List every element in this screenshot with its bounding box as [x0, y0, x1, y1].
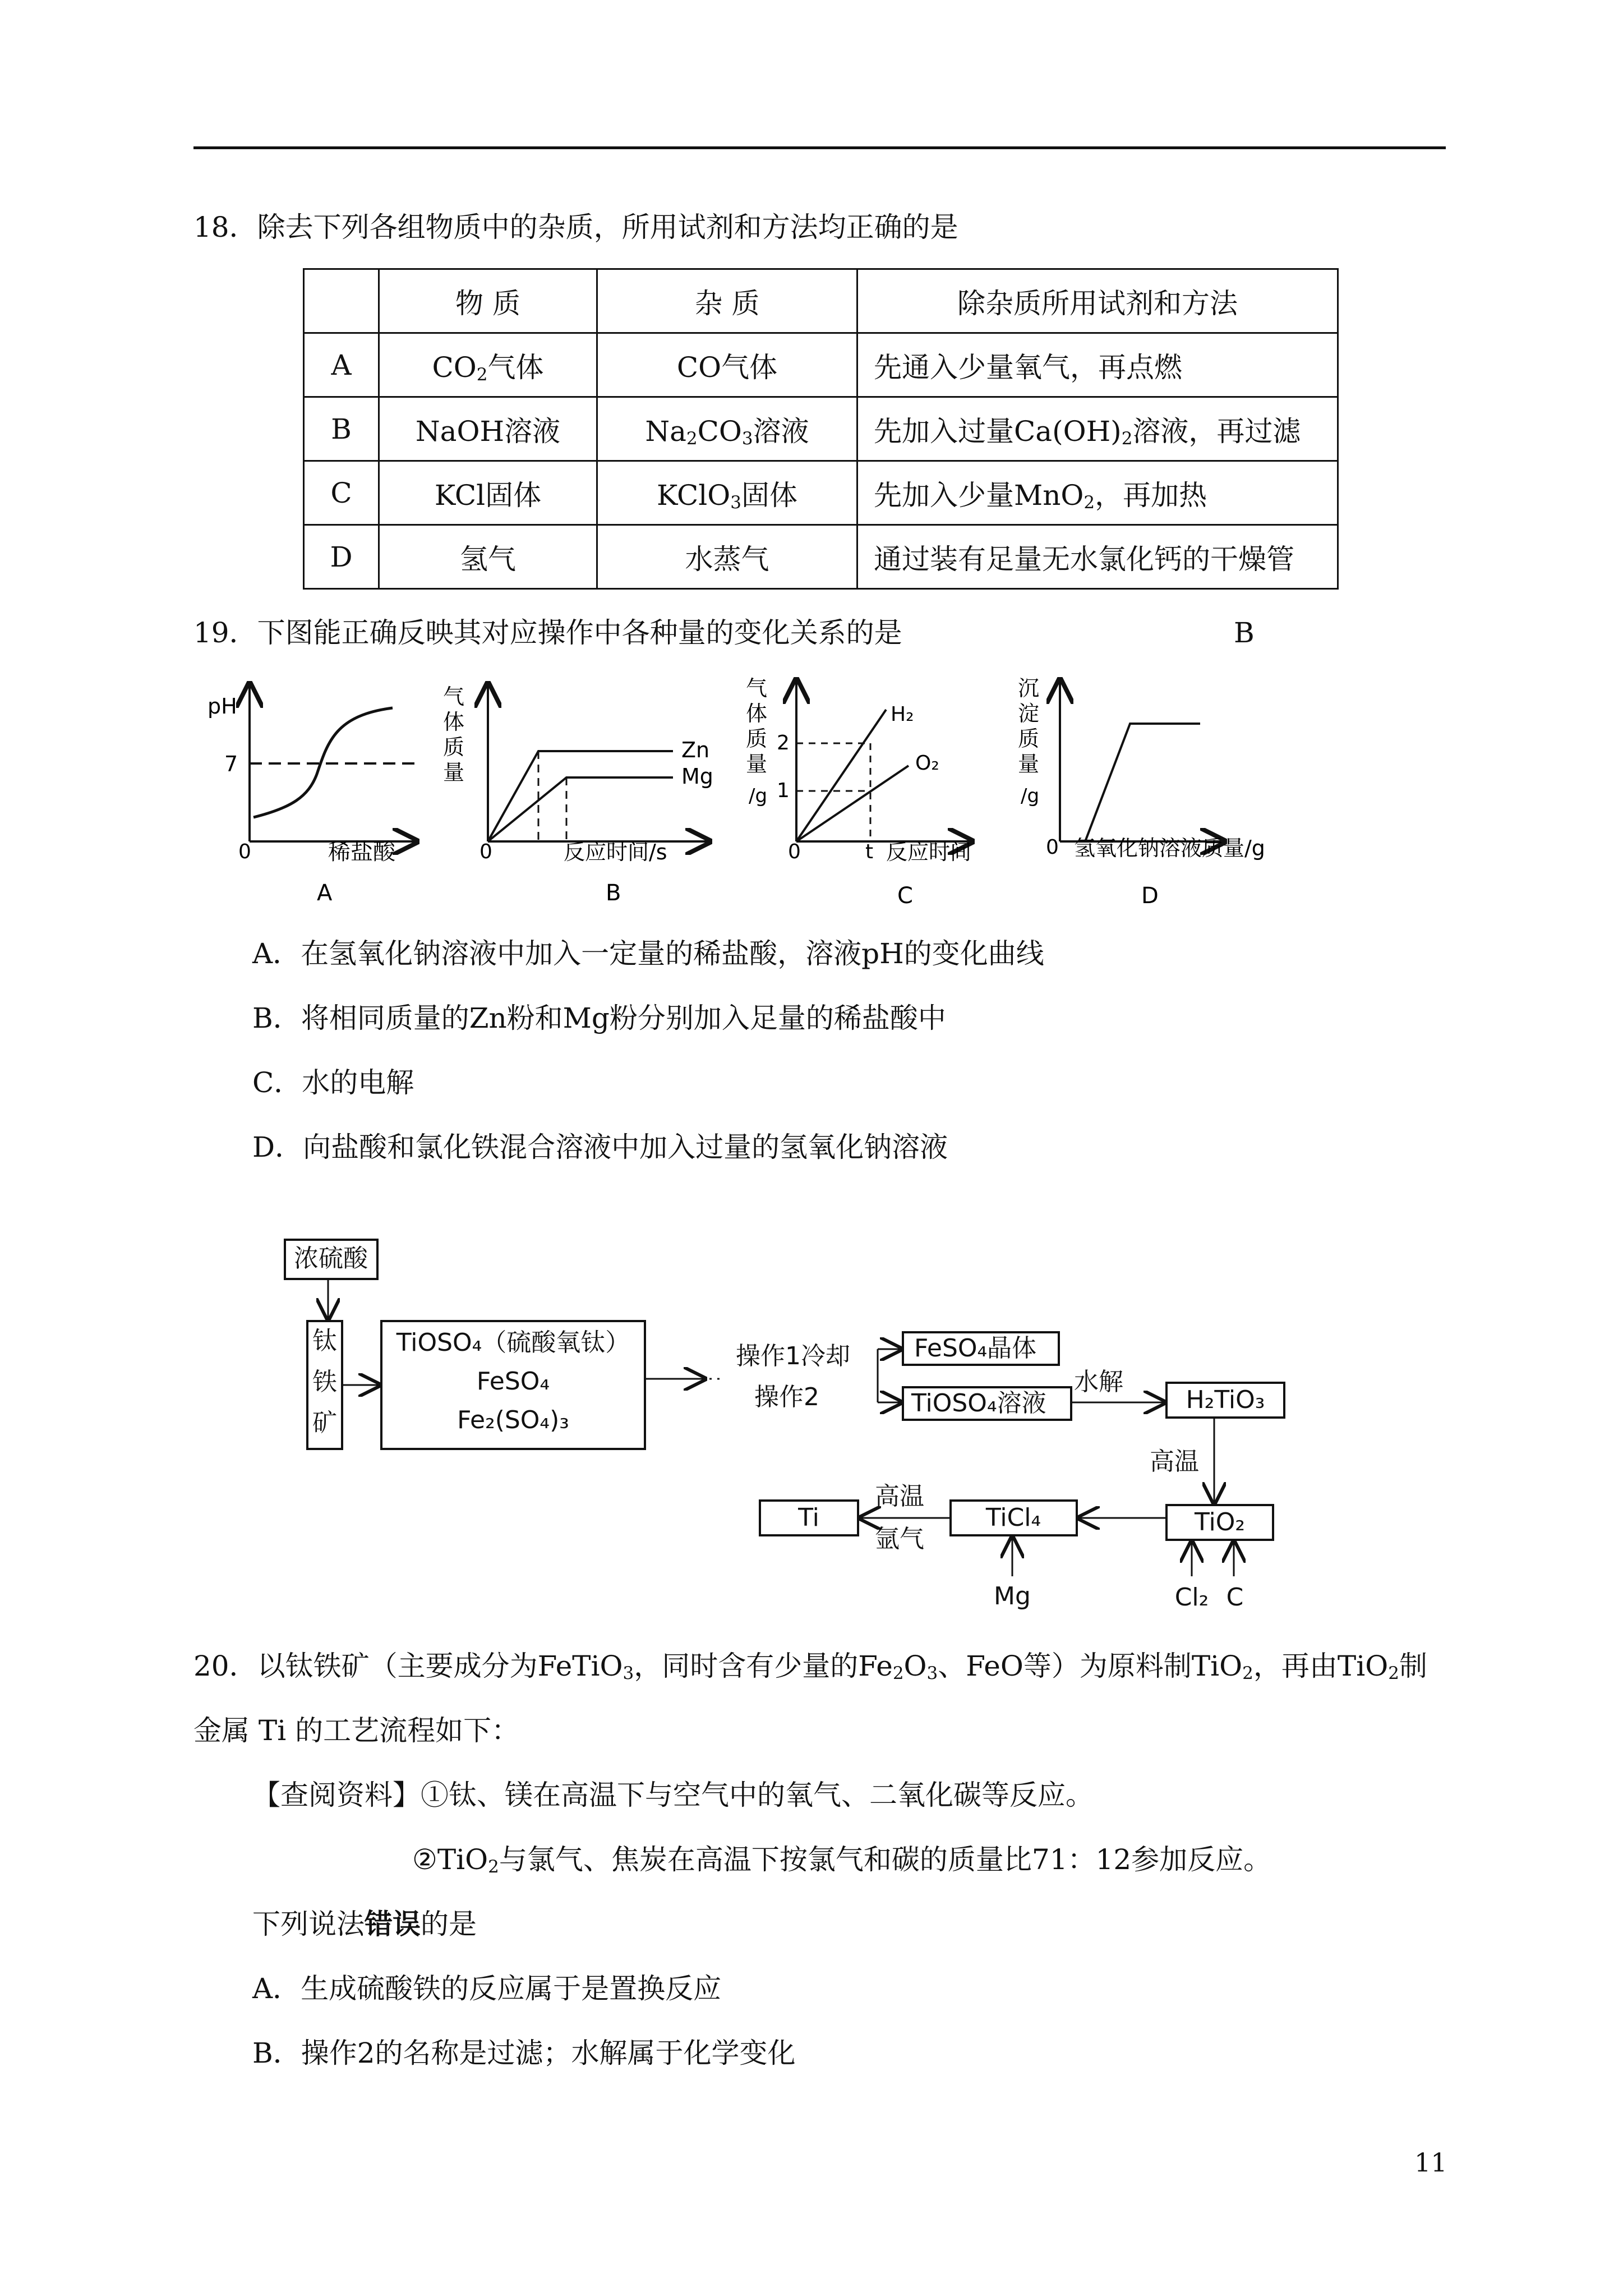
- method-cell: 先加入过量$Ca(OH)_2$溶液，再过滤: [857, 397, 1338, 461]
- series-mg: Mg: [681, 764, 713, 789]
- y-label-2: 体: [443, 710, 465, 734]
- q20-info2: ②TiO$_2$与氯气、焦炭在高温下按氯气和碳的质量比71：12参加反应。: [412, 1843, 1272, 1878]
- row-label: B: [304, 397, 379, 461]
- series-o2: O₂: [915, 752, 939, 775]
- page-number: 11: [1414, 2147, 1447, 2178]
- o2-line: [796, 766, 909, 841]
- header-impurity: 杂 质: [597, 269, 857, 333]
- chart-c: [746, 676, 971, 909]
- q20-ask: 下列说法错误的是: [252, 1907, 477, 1940]
- row-label: C: [304, 461, 379, 525]
- cl2-label: Cl₂: [1174, 1583, 1209, 1612]
- c-label: C: [1226, 1583, 1244, 1612]
- q20-line2: 金属 Ti 的工艺流程如下：: [193, 1714, 520, 1747]
- x-label: 反应时间/s: [564, 840, 667, 864]
- q20-option-b: B．操作2的名称是过滤；水解属于化学变化: [252, 2037, 796, 2069]
- q19-option-c: C．水的电解: [252, 1066, 414, 1099]
- mix-label-3: Fe₂(SO₄)₃: [457, 1406, 569, 1434]
- method-cell: 先加入少量MnO$_2$，再加热: [857, 461, 1338, 525]
- y-label-3: 质: [1018, 726, 1040, 751]
- row-label: D: [304, 525, 379, 589]
- y-label-1: 气: [746, 676, 768, 701]
- header-substance: 物 质: [379, 269, 597, 333]
- h2tio3-label: H₂TiO₃: [1186, 1386, 1265, 1414]
- ore-label-1: 钛: [312, 1327, 337, 1355]
- impurity-cell: CO气体: [597, 333, 857, 397]
- y-label-5: /g: [1021, 785, 1040, 807]
- tio2-label: TiO₂: [1194, 1508, 1246, 1536]
- y-label-1: 气: [443, 684, 465, 709]
- chart-letter: B: [606, 880, 621, 906]
- substance-cell: $CO_2$气体: [379, 333, 597, 397]
- q18-stem: 18．除去下列各组物质中的杂质，所用试剂和方法均正确的是: [193, 211, 958, 243]
- crystal-label: FeSO₄晶体: [914, 1334, 1037, 1363]
- substance-cell: NaOH溶液: [379, 397, 597, 461]
- x-label: 氢氧化钠溶液质量/g: [1074, 836, 1265, 861]
- ore-label-3: 矿: [312, 1409, 337, 1437]
- q19-option-b: B．将相同质量的Zn粉和Mg粉分别加入足量的稀盐酸中: [252, 1002, 946, 1034]
- y-label-2: 体: [746, 701, 768, 726]
- impurity-cell: 水蒸气: [597, 525, 857, 589]
- impurity-cell: KClO$_3$固体: [597, 461, 857, 525]
- y-label: pH: [208, 694, 237, 719]
- high-temp2-label: 高温: [875, 1482, 924, 1511]
- q20-option-a: A．生成硫酸铁的反应属于是置换反应: [252, 1972, 722, 2005]
- y-label-1: 沉: [1018, 676, 1040, 701]
- op2-label: 操作2: [754, 1383, 819, 1411]
- chart-letter: C: [897, 883, 913, 909]
- precipitate-line: [1085, 724, 1200, 841]
- op1-label: 操作1冷却: [736, 1342, 850, 1370]
- chart-d: [1018, 676, 1265, 909]
- conc-acid-label: 浓硫酸: [294, 1244, 368, 1273]
- y-label-4: 量: [746, 752, 768, 776]
- y-tick-1: 1: [777, 779, 790, 802]
- y-label-4: 量: [443, 760, 465, 785]
- y-label-3: 质: [443, 735, 465, 760]
- series-zn: Zn: [681, 738, 710, 762]
- row-label: A: [304, 333, 379, 397]
- mg-line: [488, 777, 673, 841]
- high-temp-label: 高温: [1150, 1447, 1199, 1476]
- origin: 0: [479, 840, 492, 863]
- chart-a: [208, 685, 415, 906]
- q19-answer: B: [1234, 616, 1255, 649]
- x-label: 反应时间: [886, 840, 972, 864]
- substance-cell: 氢气: [379, 525, 597, 589]
- chart-letter: A: [317, 880, 333, 906]
- y-label-2: 淀: [1018, 701, 1040, 726]
- hydrolysis-label: 水解: [1074, 1368, 1123, 1396]
- mix-label-1: TiOSO₄（硫酸氧钛）: [396, 1328, 630, 1357]
- q19-option-d: D．向盐酸和氯化铁混合溶液中加入过量的氢氧化钠溶液: [252, 1131, 948, 1163]
- ti-label: Ti: [798, 1503, 819, 1532]
- chart-letter: D: [1141, 883, 1159, 909]
- q19-stem: 19．下图能正确反映其对应操作中各种量的变化关系的是: [193, 616, 902, 649]
- h2-line: [796, 710, 886, 841]
- impurity-cell: $Na_2CO_3$溶液: [597, 397, 857, 461]
- origin: 0: [1046, 836, 1059, 859]
- q20-info1: 【查阅资料】①钛、镁在高温下与空气中的氧气、二氧化碳等反应。: [252, 1779, 1094, 1811]
- substance-cell: KCl固体: [379, 461, 597, 525]
- solution-label: TiOSO₄溶液: [911, 1389, 1046, 1418]
- series-h2: H₂: [891, 703, 914, 726]
- header-method: 除杂质所用试剂和方法: [857, 269, 1338, 333]
- titanium-process-flow: [0, 1206, 1623, 1627]
- origin: 0: [238, 840, 251, 863]
- x-label: 稀盐酸: [328, 839, 395, 865]
- zn-line: [488, 751, 673, 841]
- mix-label-2: FeSO₄: [476, 1367, 550, 1396]
- y-tick-2: 2: [777, 731, 790, 754]
- q19-charts: [0, 0, 1623, 926]
- q19-option-a: A．在氢氧化钠溶液中加入一定量的稀盐酸，溶液pH的变化曲线: [252, 937, 1044, 970]
- ticl4-label: TiCl₄: [985, 1503, 1041, 1532]
- mg-label: Mg: [994, 1582, 1031, 1611]
- chart-b: [443, 684, 713, 906]
- x-tick-t: t: [865, 840, 874, 863]
- argon-label: 氩气: [875, 1525, 924, 1553]
- y-label-3: 质: [746, 726, 768, 751]
- q20-line1: 20．以钛铁矿（主要成分为FeTiO$_3$，同时含有少量的$Fe_2O_3$、FeO等）为原料制TiO$_2$，再由TiO$_2$制: [193, 1650, 1427, 1684]
- y-label-4: 量: [1018, 752, 1040, 776]
- ore-label-2: 铁: [312, 1368, 337, 1396]
- origin: 0: [788, 840, 801, 863]
- y-tick: 7: [224, 752, 238, 776]
- method-cell: 先通入少量氧气，再点燃: [857, 333, 1338, 397]
- method-cell: 通过装有足量无水氯化钙的干燥管: [857, 525, 1338, 589]
- y-label-5: /g: [749, 785, 768, 807]
